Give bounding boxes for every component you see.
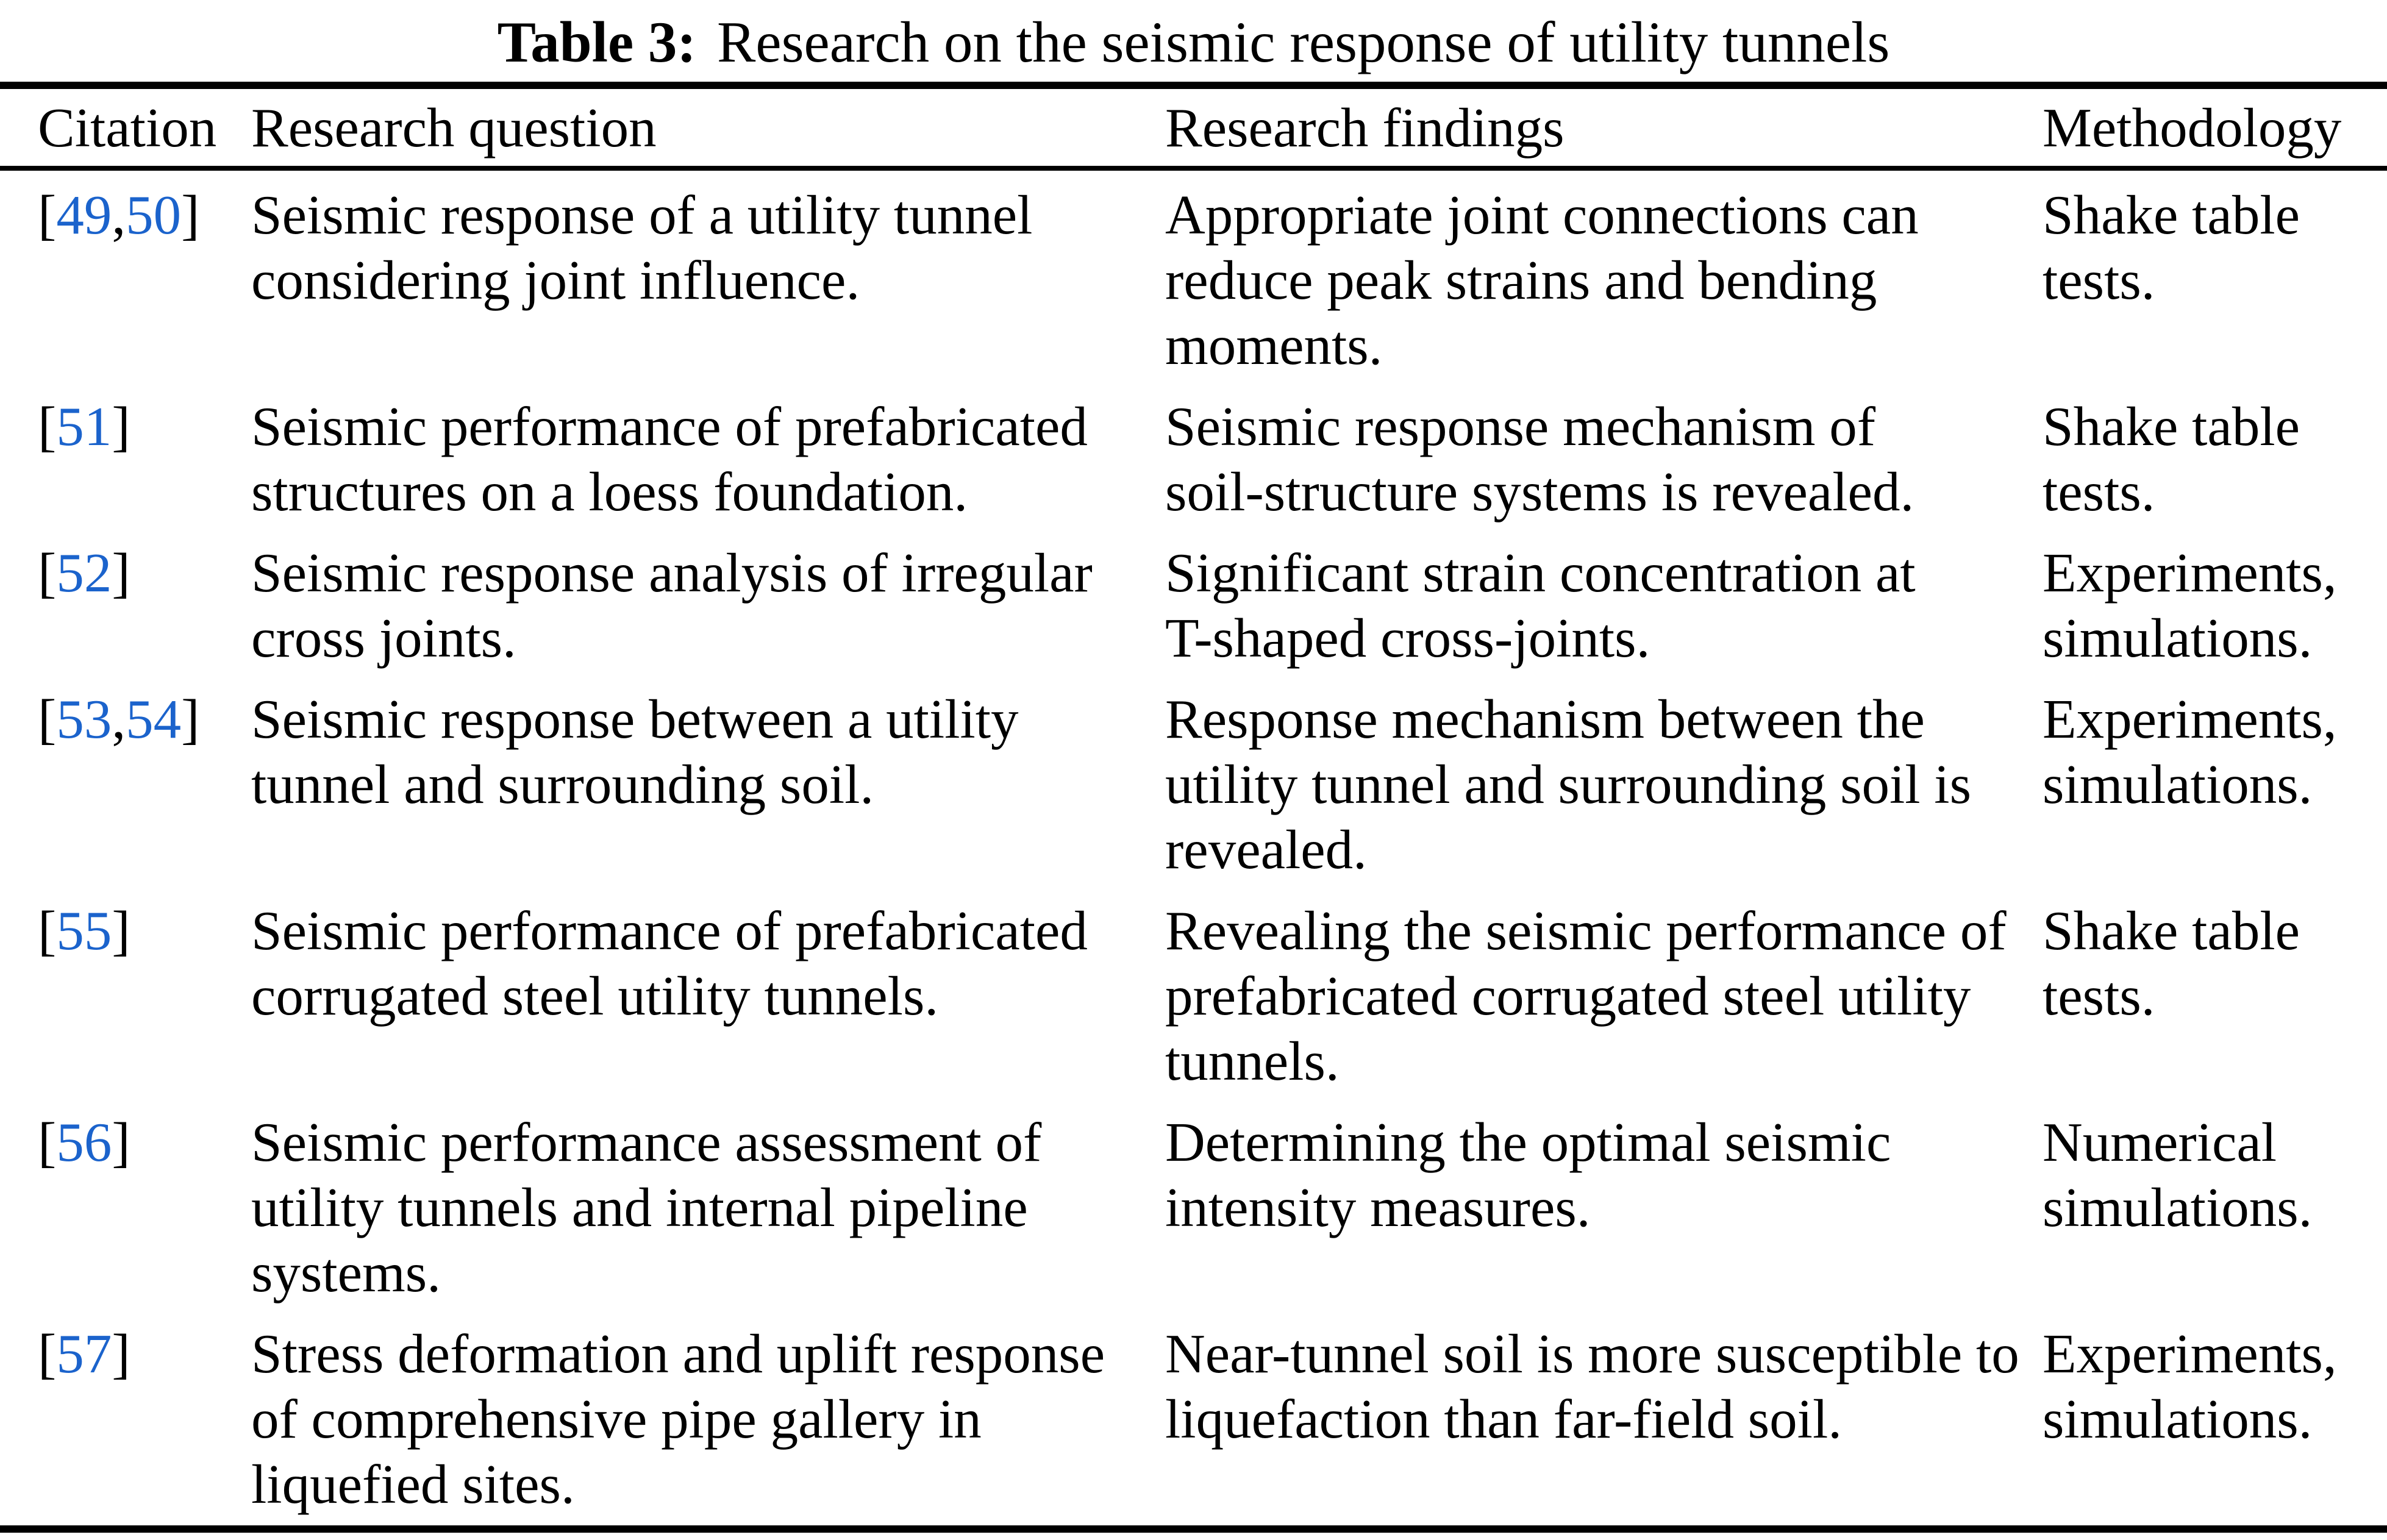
cell-line: Experiments,	[2043, 688, 2337, 750]
citation-line	[38, 394, 251, 459]
question-cell	[251, 182, 1165, 378]
cell-line: Significant strain concentration at	[1165, 542, 1916, 604]
citation-cell	[38, 1321, 251, 1517]
findings-cell	[1165, 686, 2043, 882]
cell-line: prefabricated corrugated steel utility	[1165, 965, 1971, 1027]
cell-line: liquefaction than far-field soil.	[1165, 1388, 1842, 1450]
findings-cell	[1165, 182, 2043, 378]
column-header-research-findings: Research findings	[1165, 97, 1565, 159]
findings-cell	[1165, 394, 2043, 524]
methodology-cell	[2043, 1321, 2360, 1517]
citation-open-bracket: [	[38, 1111, 57, 1173]
cell-line: soil-structure systems is revealed.	[1165, 461, 1914, 522]
table-row	[0, 686, 2387, 898]
table-row	[0, 394, 2387, 540]
citation-open-bracket: [	[38, 688, 57, 750]
cell-line: utility tunnel and surrounding soil is	[1165, 754, 1971, 815]
table-row	[0, 1321, 2387, 1533]
cell-line: Numerical	[2043, 1111, 2277, 1173]
cell-line: Seismic performance of prefabricated	[251, 900, 1088, 961]
citation-link[interactable]: 55	[56, 900, 112, 961]
citation-close-bracket: ]	[112, 1111, 130, 1173]
methodology-cell	[2043, 686, 2360, 882]
citation-close-bracket: ]	[112, 396, 130, 457]
column-header-citation: Citation	[38, 97, 217, 159]
citation-cell	[38, 1110, 251, 1305]
table-row	[0, 540, 2387, 686]
question-cell	[251, 1110, 1165, 1305]
citation-link[interactable]: 54	[126, 688, 182, 750]
methodology-cell	[2043, 182, 2360, 378]
cell-line: simulations.	[2043, 1388, 2313, 1450]
cell-line: moments.	[1165, 315, 1383, 376]
citation-cell	[38, 686, 251, 882]
cell-line: Seismic performance assessment of	[251, 1111, 1042, 1173]
citation-line	[38, 1110, 251, 1175]
cell-line: Seismic response between a utility	[251, 688, 1019, 750]
cell-line: systems.	[251, 1242, 441, 1303]
table-caption	[0, 7, 2387, 77]
question-cell	[251, 898, 1165, 1094]
cell-line: Appropriate joint connections can	[1165, 184, 1919, 246]
citation-link[interactable]: 52	[56, 542, 112, 604]
question-cell	[251, 540, 1165, 671]
column-header-methodology: Methodology	[2043, 97, 2342, 159]
citation-line	[38, 686, 251, 752]
table-row	[0, 182, 2387, 394]
table-body	[0, 182, 2387, 1533]
findings-cell	[1165, 1110, 2043, 1305]
citation-open-bracket: [	[38, 184, 57, 246]
cell-line: Seismic response of a utility tunnel	[251, 184, 1033, 246]
citation-close-bracket: ]	[112, 900, 130, 961]
cell-line: corrugated steel utility tunnels.	[251, 965, 939, 1027]
citation-open-bracket: [	[38, 900, 57, 961]
cell-line: Shake table	[2043, 900, 2300, 961]
cell-line: T-shaped cross-joints.	[1165, 607, 1650, 669]
citation-open-bracket: [	[38, 1323, 57, 1385]
cell-line: Shake table	[2043, 396, 2300, 457]
citation-close-bracket: ]	[112, 542, 130, 604]
citation-line	[38, 540, 251, 605]
cell-line: utility tunnels and internal pipeline	[251, 1177, 1028, 1238]
cell-line: Determining the optimal seismic	[1165, 1111, 1891, 1173]
cell-line: Near-tunnel soil is more susceptible to	[1165, 1323, 2019, 1385]
cell-line: tests.	[2043, 965, 2155, 1027]
cell-line: Seismic response mechanism of	[1165, 396, 1876, 457]
citation-link[interactable]: 57	[56, 1323, 112, 1385]
table-row	[0, 1110, 2387, 1321]
cell-line: Response mechanism between the	[1165, 688, 1925, 750]
citation-line	[38, 898, 251, 963]
cell-line: liquefied sites.	[251, 1453, 575, 1515]
citation-open-bracket: [	[38, 396, 57, 457]
cell-line: considering joint influence.	[251, 249, 860, 311]
table-caption-label: Table 3:	[497, 10, 697, 74]
question-cell	[251, 686, 1165, 882]
methodology-cell	[2043, 540, 2360, 671]
citation-cell	[38, 182, 251, 378]
citation-separator: ,	[112, 688, 126, 750]
citation-line	[38, 1321, 251, 1386]
cell-line: tests.	[2043, 249, 2155, 311]
cell-line: tunnel and surrounding soil.	[251, 754, 874, 815]
citation-separator: ,	[112, 184, 126, 246]
citation-close-bracket: ]	[112, 1323, 130, 1385]
bottom-rule	[0, 1525, 2387, 1533]
citation-link[interactable]: 50	[126, 184, 182, 246]
citation-link[interactable]: 51	[56, 396, 112, 457]
column-header-research-question: Research question	[251, 97, 657, 159]
citation-close-bracket: ]	[181, 688, 200, 750]
top-rule	[0, 82, 2387, 89]
cell-line: structures on a loess foundation.	[251, 461, 968, 522]
cell-line: simulations.	[2043, 607, 2313, 669]
table-row	[0, 898, 2387, 1110]
citation-link[interactable]: 56	[56, 1111, 112, 1173]
cell-line: of comprehensive pipe gallery in	[251, 1388, 982, 1450]
findings-cell	[1165, 898, 2043, 1094]
cell-line: Stress deformation and uplift response	[251, 1323, 1105, 1385]
cell-line: simulations.	[2043, 754, 2313, 815]
cell-line: Seismic performance of prefabricated	[251, 396, 1088, 457]
citation-cell	[38, 394, 251, 524]
citation-cell	[38, 540, 251, 671]
question-cell	[251, 394, 1165, 524]
citation-line	[38, 182, 251, 248]
header-rule	[0, 166, 2387, 171]
question-cell	[251, 1321, 1165, 1517]
cell-line: Seismic response analysis of irregular	[251, 542, 1093, 604]
cell-line: Shake table	[2043, 184, 2300, 246]
cell-line: simulations.	[2043, 1177, 2313, 1238]
cell-line: cross joints.	[251, 607, 516, 669]
cell-line: tunnels.	[1165, 1030, 1340, 1092]
methodology-cell	[2043, 394, 2360, 524]
table-header-row	[0, 95, 2387, 160]
cell-line: Experiments,	[2043, 1323, 2337, 1385]
citation-link[interactable]: 53	[56, 688, 112, 750]
cell-line: Experiments,	[2043, 542, 2337, 604]
findings-cell	[1165, 540, 2043, 671]
cell-line: Revealing the seismic performance of	[1165, 900, 2007, 961]
table-caption-text: Research on the seismic response of utility tunnels	[717, 10, 1890, 74]
cell-line: intensity measures.	[1165, 1177, 1591, 1238]
citation-link[interactable]: 49	[56, 184, 112, 246]
citation-cell	[38, 898, 251, 1094]
citation-close-bracket: ]	[181, 184, 200, 246]
cell-line: reduce peak strains and bending	[1165, 249, 1877, 311]
findings-cell	[1165, 1321, 2043, 1517]
cell-line: tests.	[2043, 461, 2155, 522]
cell-line: revealed.	[1165, 819, 1367, 880]
methodology-cell	[2043, 898, 2360, 1094]
methodology-cell	[2043, 1110, 2360, 1305]
citation-open-bracket: [	[38, 542, 57, 604]
